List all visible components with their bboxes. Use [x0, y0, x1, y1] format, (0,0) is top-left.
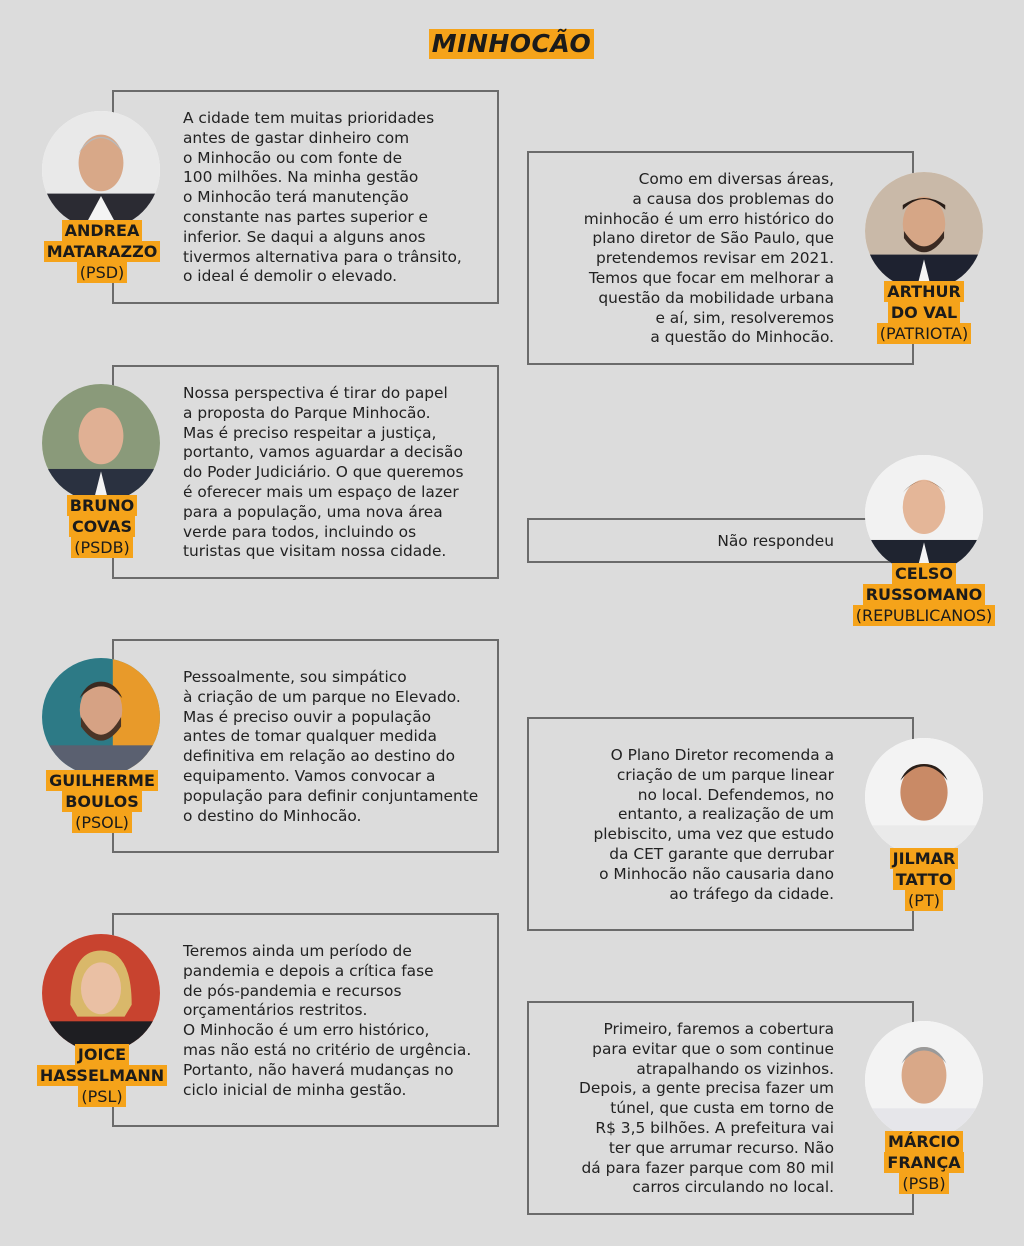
candidate-name — [864, 281, 984, 344]
party-label: (PSB) — [902, 1174, 946, 1193]
name-first: ANDREA — [62, 220, 143, 241]
quote-text: O Plano Diretor recomenda a criação de um parque linear no local. Defendemos, no entanto, a realização de um plebiscito, uma vez que estudo da CET garante que derrubar o Minhocão não causaria dano ao tráfego da cidade. — [593, 746, 834, 903]
page-title: MINHOCÃO — [429, 29, 594, 59]
avatar-photo — [42, 934, 160, 1052]
name-last: MATARAZZO — [44, 241, 161, 262]
name-last: COVAS — [69, 516, 135, 537]
name-first: JOICE — [75, 1044, 129, 1065]
name-last: HASSELMANN — [37, 1065, 167, 1086]
candidate-name — [32, 1044, 172, 1107]
party-badge — [77, 262, 128, 283]
candidate-name — [844, 563, 1004, 626]
party-badge — [78, 1086, 125, 1107]
name-first: JILMAR — [890, 848, 959, 869]
name-first: MÁRCIO — [885, 1131, 963, 1152]
name-first: CELSO — [892, 563, 956, 584]
party-label: (PSL) — [81, 1087, 123, 1106]
candidate-name — [864, 848, 984, 911]
quote-text: Como em diversas áreas, a causa dos problemas do minhocão é um erro histórico do plano diretor de São Paulo, que pretendemos revisar em 2021. Temos que focar em melhorar a questão da mobilidade urbana e aí, sim, resolveremos a questão do Minhocão. — [583, 170, 834, 347]
name-last: BOULOS — [62, 791, 142, 812]
quote-text: Nossa perspectiva é tirar do papel a proposta do Parque Minhocão. Mas é preciso respeitar a justiça, portanto, vamos aguardar a decisão do Poder Judiciário. O que queremos é oferecer mais um espaço de lazer para a população, uma nova área verde para todos, incluindo os turistas que visitam nossa cidade. — [183, 384, 464, 561]
party-label: (PSOL) — [75, 813, 129, 832]
name-last: FRANÇA — [884, 1152, 963, 1173]
avatar-photo — [865, 172, 983, 290]
name-last: DO VAL — [888, 302, 960, 323]
party-badge — [905, 890, 943, 911]
party-label: (PATRIOTA) — [879, 324, 969, 343]
party-label: (PSD) — [79, 263, 125, 282]
party-badge — [899, 1173, 948, 1194]
party-label: (REPUBLICANOS) — [855, 606, 993, 625]
quote-text: Pessoalmente, sou simpático à criação de um parque no Elevado. Mas é preciso ouvir a população antes de tomar qualquer medida definitiva em relação ao destino do equipamento. Vamos convocar a população para definir conjuntamente o destino do Minhocão. — [183, 668, 479, 825]
quote-text: Não respondeu — [717, 532, 834, 550]
candidate-name — [42, 495, 162, 558]
quote-text: Teremos ainda um período de pandemia e depois a crítica fase de pós-pandemia e recursos orçamentários restritos. O Minhocão é um erro histórico, mas não está no critério de urgência. Portanto, não haverá mudanças no ciclo inicial de minha gestão. — [183, 942, 472, 1099]
party-badge — [877, 323, 972, 344]
name-first: BRUNO — [67, 495, 138, 516]
name-first: ARTHUR — [884, 281, 964, 302]
party-badge — [72, 812, 132, 833]
candidate-name — [42, 770, 162, 833]
avatar-photo — [865, 455, 983, 573]
avatar-photo — [42, 111, 160, 229]
party-badge — [71, 537, 133, 558]
name-last: RUSSOMANO — [863, 584, 986, 605]
party-label: (PT) — [908, 891, 940, 910]
quote-text: A cidade tem muitas prioridades antes de gastar dinheiro com o Minhocão ou com fonte de 100 milhões. Na minha gestão o Minhocão terá manutenção constante nas partes superior e inferior. Se daqui a alguns anos tivermos alternativa para o trânsito, o ideal é demolir o elevado. — [183, 109, 462, 286]
candidate-name — [864, 1131, 984, 1194]
avatar-photo — [42, 384, 160, 502]
name-last: TATTO — [893, 869, 956, 890]
quote-text: Primeiro, faremos a cobertura para evitar que o som continue atrapalhando os vizinhos. Depois, a gente precisa fazer um túnel, que custa em torno de R$ 3,5 bilhões. A prefeitura vai ter que arrumar recurso. Não dá para fazer parque com 80 mil carros circulando no local. — [579, 1020, 834, 1197]
party-badge — [853, 605, 996, 626]
name-first: GUILHERME — [46, 770, 158, 791]
avatar-photo — [865, 738, 983, 856]
candidate-name — [42, 220, 162, 283]
party-label: (PSDB) — [74, 538, 130, 557]
avatar-photo — [42, 658, 160, 776]
avatar-photo — [865, 1021, 983, 1139]
